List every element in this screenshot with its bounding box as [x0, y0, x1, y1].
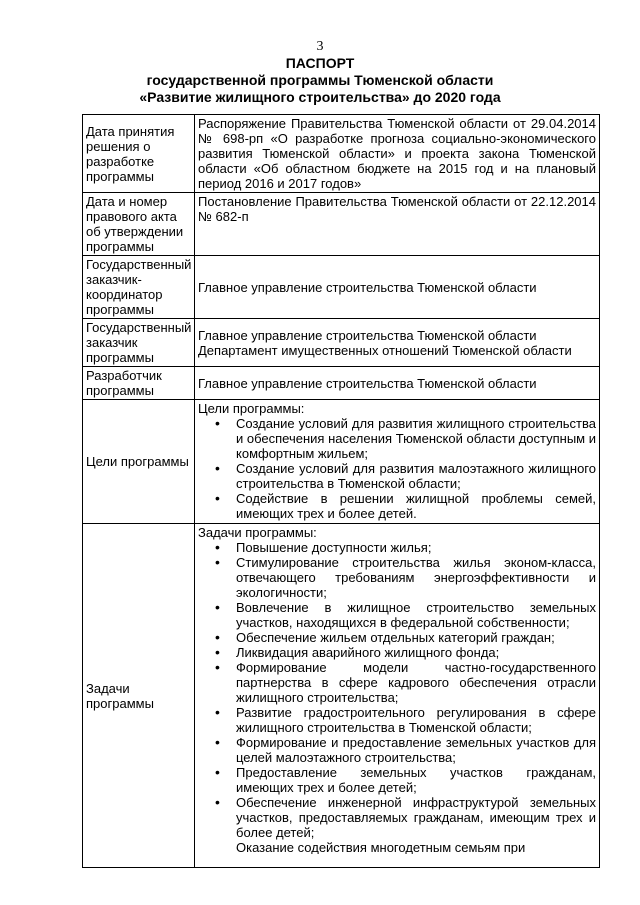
table-row [83, 367, 600, 400]
list-item: • Создание условий для развития малоэтажного жилищного строительства в Тюменской области; [236, 461, 596, 491]
list-item: • Обеспечение инженерной инфраструктурой земельных участков, предоставляемых гражданам, имеющим трех и более детей; [236, 795, 596, 840]
list-item: • Предоставление земельных участков гражданам, имеющих трех и более детей; [236, 765, 596, 795]
goals-list [198, 416, 596, 521]
list-item: • Формирование и предоставление земельных участков для целей малоэтажного строительства; [236, 735, 596, 765]
list-item: • Создание условий для развития жилищного строительства и обеспечения населения Тюменской области доступным и комфортным жильем; [236, 416, 596, 461]
tasks-list [198, 540, 596, 854]
table-row [83, 193, 600, 256]
list-item: • Обеспечение жильем отдельных категорий граждан; [236, 630, 596, 645]
row-value-state-customer-coordinator: Главное управление строительства Тюменской области [195, 256, 600, 319]
table-row [83, 256, 600, 319]
table-row [83, 319, 600, 367]
row-value-decision: Распоряжение Правительства Тюменской области от 29.04.2014 № 698-рп «О разработке прогноза социально-экономического развития Тюменской области» и проекта закона Тюменской области «Об областном бюджете на 2015 год и на плановый период 2016 и 2017 годов» [195, 115, 600, 193]
row-label-decision: Дата принятия решения о разработке программы [83, 115, 195, 193]
row-label-state-customer-coordinator: Государственный заказчик-координатор программы [83, 256, 195, 319]
list-item: • Содействие в решении жилищной проблемы семей, имеющих трех и более детей. [236, 491, 596, 521]
list-item: • Повышение доступности жилья; [236, 540, 596, 555]
row-value-approval: Постановление Правительства Тюменской области от 22.12.2014 № 682-п [195, 193, 600, 256]
table-row [83, 115, 600, 193]
row-label-approval: Дата и номер правового акта об утверждении программы [83, 193, 195, 256]
state-customer-line-1: Главное управление строительства Тюменской области [198, 327, 537, 343]
row-label-goals: Цели программы [83, 400, 195, 524]
goals-intro: Цели программы: [198, 401, 305, 416]
list-item: • Формирование модели частно-государственного партнерства в сфере кадрового обеспечения отрасли жилищного строительства; [236, 660, 596, 705]
row-value-state-customer [195, 319, 600, 367]
document-subtitle: государственной программы Тюменской области [146, 72, 494, 88]
row-value-developer: Главное управление строительства Тюменской области [195, 367, 600, 400]
program-name: «Развитие жилищного строительства» до 2020 года [139, 89, 501, 105]
table-row [83, 524, 600, 868]
list-item: • Вовлечение в жилищное строительство земельных участков, находящихся в федеральной собственности; [236, 600, 596, 630]
row-label-developer: Разработчик программы [83, 367, 195, 400]
row-value-goals [195, 400, 600, 524]
list-item: • Ликвидация аварийного жилищного фонда; [236, 645, 596, 660]
row-label-tasks: Задачи программы [83, 524, 195, 868]
list-item: • Оказание содействия многодетным семьям при [236, 840, 596, 854]
list-item: • Стимулирование строительства жилья эконом-класса, отвечающего требованиям энергоэффективности и экологичности; [236, 555, 596, 600]
document-title: ПАСПОРТ [285, 55, 355, 71]
list-item: • Развитие градостроительного регулирования в сфере жилищного строительства в Тюменской области; [236, 705, 596, 735]
row-label-state-customer: Государственный заказчик программы [83, 319, 195, 367]
state-customer-line-2: Департамент имущественных отношений Тюменской области [198, 342, 572, 358]
passport-table [82, 114, 600, 868]
tasks-intro: Задачи программы: [198, 525, 317, 540]
page-number: 3 [316, 39, 324, 54]
row-value-tasks [195, 524, 600, 868]
table-row [83, 400, 600, 524]
